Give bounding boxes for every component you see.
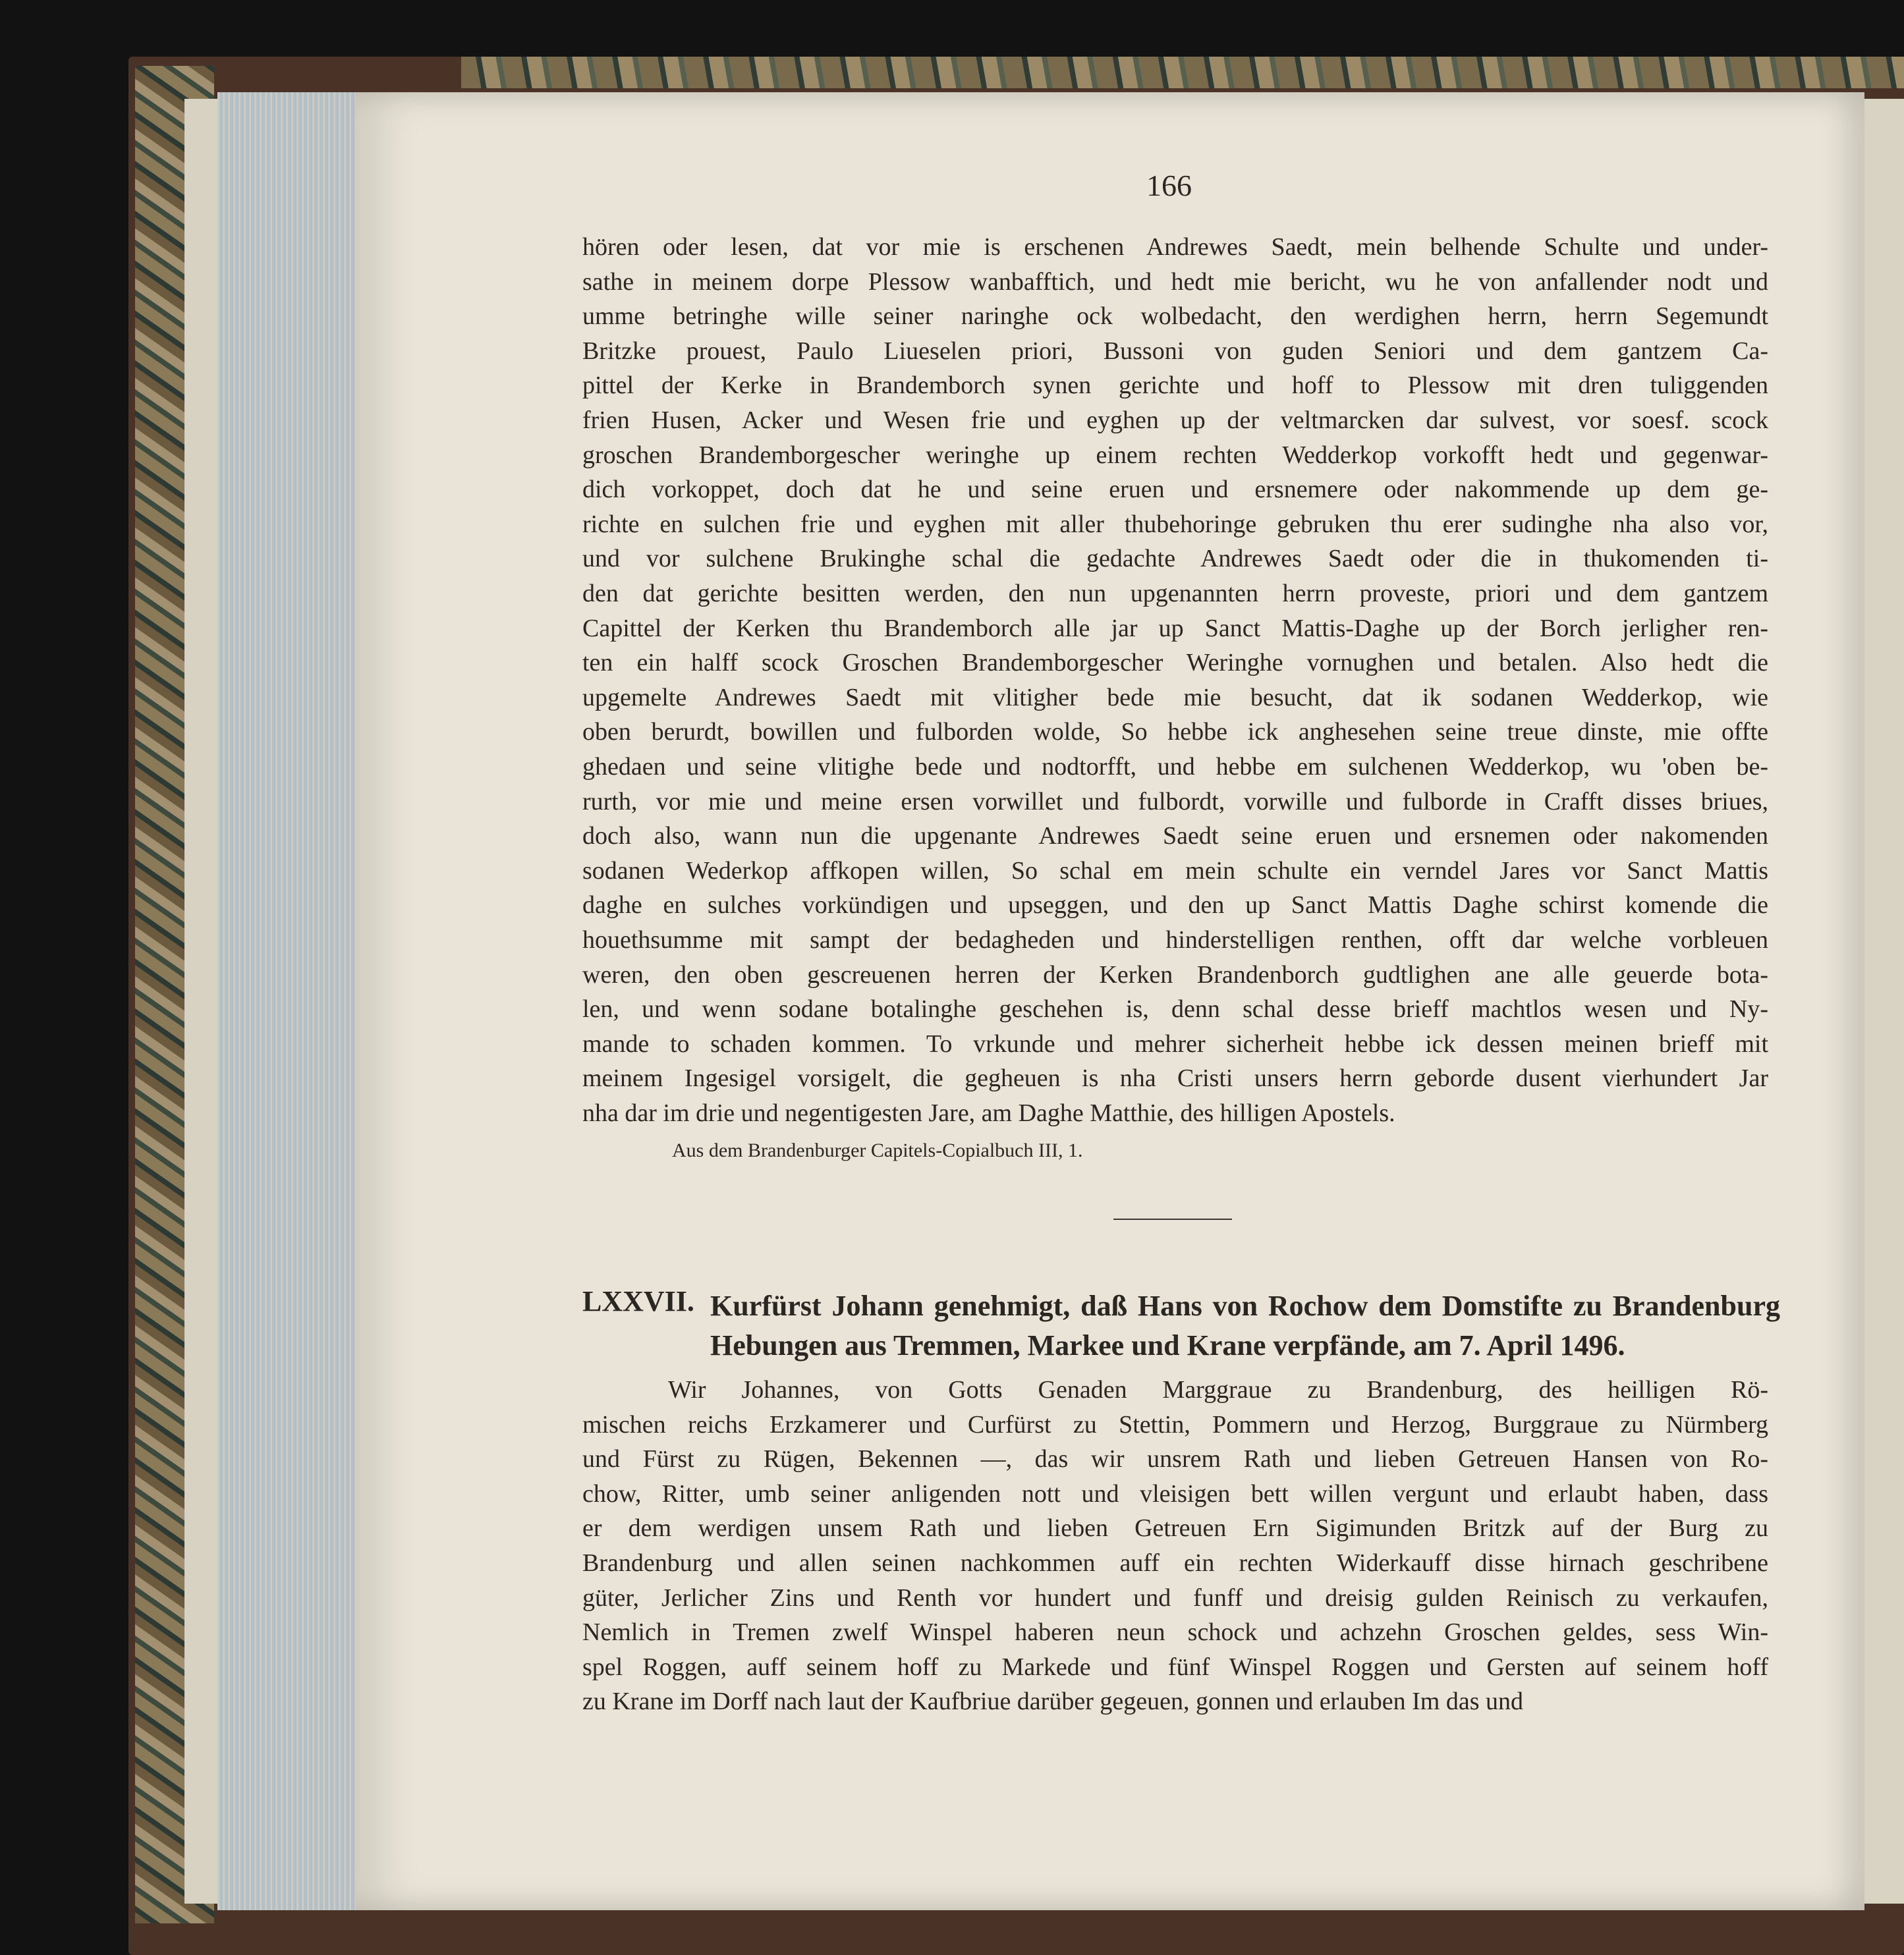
text-line: er dem werdigen unsem Rath und lieben Getreuen Ern Sigimunden Britzk auf der Burg zu	[582, 1514, 1768, 1543]
text-line: ghedaen und seine vlitighe bede und nodtorfft, und hebbe em sulchenen Wedderkop, wu 'oben be-	[582, 753, 1768, 781]
text-line: den dat gerichte besitten werden, den nun upgenannten herrn proveste, priori und dem gantzem	[582, 580, 1768, 607]
text-line: sodanen Wederkop affkopen willen, So schal em mein schulte ein verndel Jares vor Sanct Mattis	[582, 856, 1768, 885]
text-line: mischen reichs Erzkamerer und Curfürst zu Stettin, Pommern und Herzog, Burggraue zu Nürmberg	[582, 1410, 1768, 1439]
text-line: hören oder lesen, dat vor mie is erschenen Andrewes Saedt, mein belhende Schulte und under-	[582, 233, 1768, 261]
facing-page	[1864, 99, 1904, 1904]
marbled-board-top	[461, 57, 1904, 88]
text-line: güter, Jerlicher Zins und Renth vor hundert und funff und dreisig gulden Reinisch zu verkaufen,	[582, 1583, 1768, 1612]
text-line: sathe in meinem dorpe Plessow wanbafftich, und hedt mie bericht, wu he von anfallender nodt und	[582, 267, 1768, 296]
text-line: daghe en sulches vorkündigen und upseggen, und den up Sanct Mattis Daghe schirst komende die	[582, 891, 1768, 920]
text-line: zu Krane im Dorff nach laut der Kaufbriue darüber gegeuen, gonnen und erlauben Im das und	[582, 1688, 1523, 1716]
section-title-line-1: Kurfürst Johann genehmigt, daß Hans von Rochow dem Domstifte zu Brandenburg	[710, 1290, 1780, 1322]
text-line: oben berurdt, bowillen und fulborden wolde, So hebbe ick anghesehen seine treue dinste, mie offte	[582, 718, 1768, 746]
text-line: dich vorkoppet, doch dat he und seine eruen und ersnemere oder nakommende up dem ge-	[582, 476, 1768, 504]
text-line: doch also, wann nun die upgenante Andrewes Saedt seine eruen und ersnemen oder nakomenden	[582, 822, 1768, 850]
text-line: Brandenburg und allen seinen nachkommen auff ein rechten Widerkauff disse hirnach geschribene	[582, 1549, 1768, 1577]
source-note: Aus dem Brandenburger Capitels-Copialbuch III, 1.	[672, 1140, 1083, 1161]
text-line: frien Husen, Acker und Wesen frie und eyghen up der veltmarcken dar sulvest, vor soesf. scock	[582, 406, 1768, 434]
text-line: houethsumme mit sampt der bedagheden und hinderstelligen renthen, offt dar welche vorbleuen	[582, 926, 1768, 954]
text-line: und Fürst zu Rügen, Bekennen —, das wir unsrem Rath und lieben Getreuen Hansen von Ro-	[582, 1445, 1768, 1473]
text-line: pittel der Kerke in Brandemborch synen gerichte und hoff to Plessow mit dren tuliggenden	[582, 372, 1768, 400]
page-edges	[217, 92, 356, 1910]
text-line: Wir Johannes, von Gotts Genaden Marggraue zu Brandenburg, des heilligen Rö-	[668, 1376, 1768, 1404]
page-number: 166	[1146, 169, 1192, 202]
text-line: rurth, vor mie und meine ersen vorwillet und fulbordt, vorwille und fulborde in Crafft disses briues,	[582, 787, 1768, 815]
text-line: richte en sulchen frie und eyghen mit aller thubehoringe gebruken thu erer sudinghe nha also vor,	[582, 510, 1768, 538]
text-line: Britzke prouest, Paulo Liueselen priori, Bussoni von guden Seniori und dem gantzem Ca-	[582, 337, 1768, 365]
text-line: meinem Ingesigel vorsigelt, die gegheuen is nha Cristi unsers herrn geborde dusent vierhundert Jar	[582, 1064, 1768, 1093]
section-divider	[1113, 1219, 1232, 1220]
text-line: ten ein halff scock Groschen Brandemborgescher Weringhe vornughen und betalen. Also hedt die	[582, 649, 1768, 677]
text-line: chow, Ritter, umb seiner anligenden nott und vleisigen bett willen vergunt und erlaubt haben, dass	[582, 1479, 1768, 1508]
text-line: upgemelte Andrewes Saedt mit vlitigher bede mie besucht, dat ik sodanen Wedderkop, wie	[582, 683, 1768, 711]
text-line: umme betringhe wille seiner naringhe ock wolbedacht, den werdighen herrn, herrn Segemundt	[582, 302, 1768, 331]
text-line: groschen Brandemborgescher weringhe up einem rechten Wedderkop vorkofft hedt und gegenwar-	[582, 441, 1768, 469]
text-line: len, und wenn sodane botalinghe geschehen is, denn schal desse brieff machtlos wesen und Ny-	[582, 995, 1768, 1024]
text-line: Nemlich in Tremen zwelf Winspel haberen neun schock und achzehn Groschen geldes, sess Win-	[582, 1618, 1768, 1647]
section-number: LXXVII.	[582, 1285, 694, 1317]
text-line: spel Roggen, auff seinem hoff zu Markede und fünf Winspel Roggen und Gersten auf seinem hoff	[582, 1653, 1768, 1681]
text-line: weren, den oben gescreuenen herren der Kerken Brandenborch gudtlighen ane alle geuerde bota-	[582, 960, 1768, 989]
section-title-line-2: Hebungen aus Tremmen, Markee und Krane verpfände, am 7. April 1496.	[710, 1329, 1625, 1362]
text-line: und vor sulchene Brukinghe schal die gedachte Andrewes Saedt oder die in thukomenden ti-	[582, 545, 1768, 573]
text-line: Capittel der Kerken thu Brandemborch alle jar up Sanct Mattis-Daghe up der Borch jerligher ren-	[582, 614, 1768, 642]
text-line: mande to schaden kommen. To vrkunde und mehrer sicherheit hebbe ick dessen meinen brieff mit	[582, 1030, 1768, 1058]
text-line: nha dar im drie und negentigesten Jare, am Daghe Matthie, des hilligen Apostels.	[582, 1099, 1395, 1127]
